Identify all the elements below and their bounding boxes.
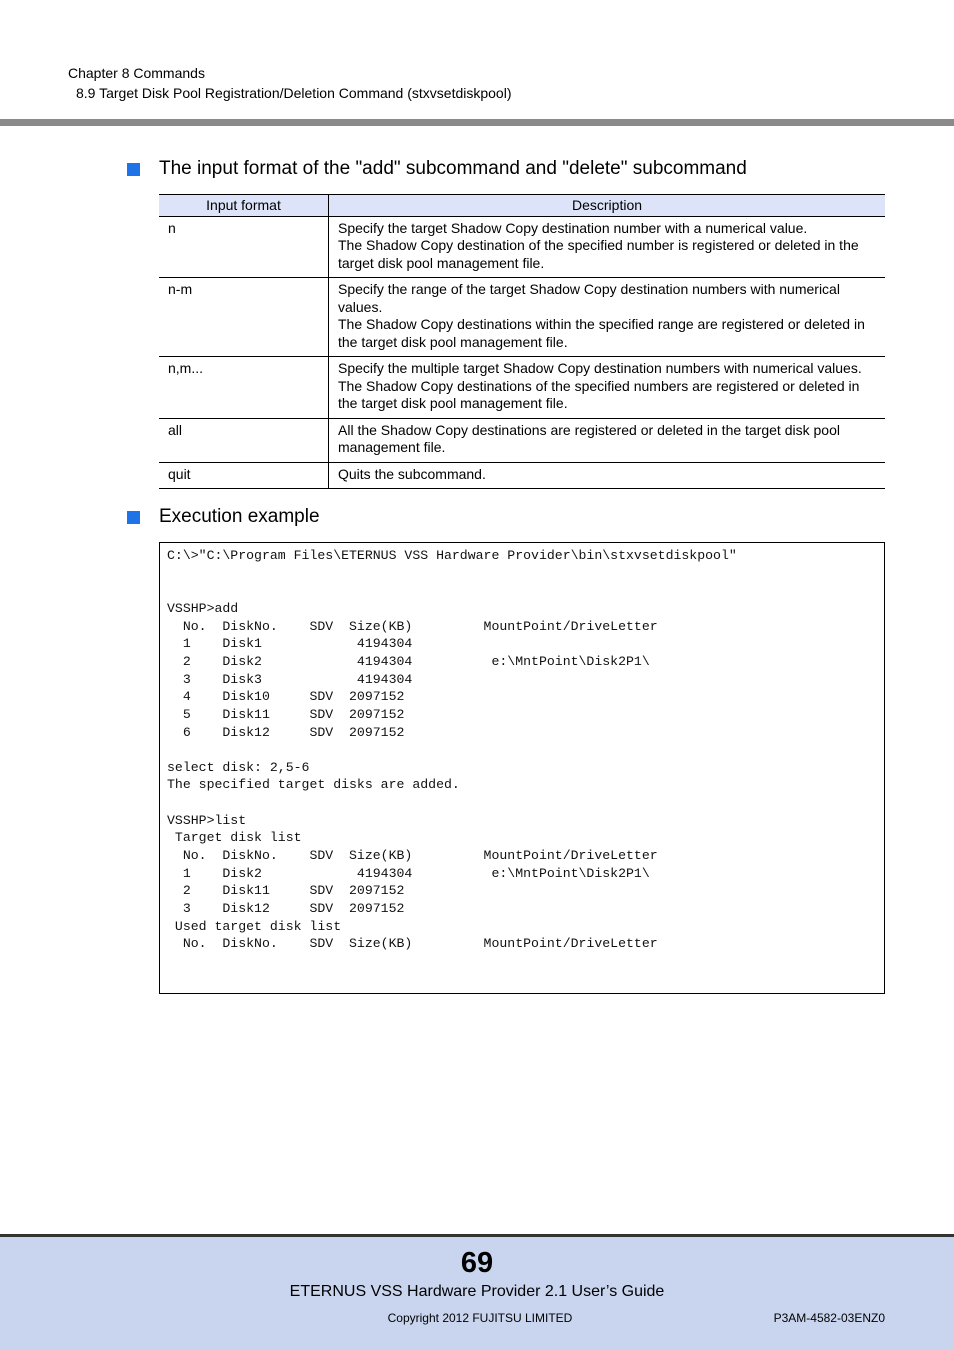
- column-header: Description: [329, 195, 886, 217]
- section-heading-execution-example: [127, 505, 320, 529]
- code-line: 3 Disk3 4194304: [167, 671, 413, 687]
- code-line: 5 Disk11 SDV 2097152: [167, 706, 405, 722]
- chapter-label: Chapter 8 Commands: [68, 65, 205, 81]
- input-format-cell: n,m...: [159, 357, 329, 419]
- code-line: 3 Disk12 SDV 2097152: [167, 901, 405, 917]
- column-header: Input format: [159, 195, 329, 217]
- description-line: Quits the subcommand.: [338, 465, 486, 482]
- description-line: Specify the range of the target Shadow Copy destination numbers with numerical: [338, 281, 840, 297]
- copyright: Copyright 2012 FUJITSU LIMITED: [387, 1311, 573, 1325]
- code-line: [167, 741, 884, 759]
- square-bullet-icon: [127, 163, 140, 176]
- input-format-cell: n: [159, 216, 329, 278]
- section-label: 8.9 Target Disk Pool Registration/Deletion Command (stxvsetdiskpool): [76, 85, 512, 101]
- execution-example-box: [159, 542, 885, 994]
- input-format-cell: all: [159, 418, 329, 462]
- table-row: [159, 462, 885, 489]
- code-line: The specified target disks are added.: [167, 777, 460, 793]
- code-line: 2 Disk11 SDV 2097152: [167, 883, 405, 899]
- code-line: select disk: 2,5-6: [167, 759, 310, 775]
- code-line: VSSHP>add: [167, 600, 239, 616]
- code-line: 1 Disk2 4194304 e:\MntPoint\Disk2P1\: [167, 865, 650, 881]
- input-format-cell: quit: [159, 462, 329, 489]
- description-line: Specify the multiple target Shadow Copy destination numbers with numerical values.: [338, 360, 862, 376]
- description-cell: [329, 462, 886, 489]
- description-line: the target disk pool management file.: [338, 333, 568, 350]
- description-line: All the Shadow Copy destinations are registered or deleted in the target disk pool: [338, 421, 840, 438]
- description-line: values.: [338, 298, 383, 315]
- section-heading-input-format: [127, 157, 747, 181]
- code-line: VSSHP>list: [167, 812, 247, 828]
- code-line: [167, 565, 884, 583]
- code-line: Used target disk list: [167, 918, 342, 934]
- square-bullet-icon: [127, 511, 140, 524]
- description-line: management file.: [338, 439, 446, 455]
- table-row: [159, 278, 885, 357]
- code-line: Target disk list: [167, 830, 302, 846]
- section-heading-text: Execution example: [159, 506, 320, 527]
- description-cell: [329, 357, 886, 419]
- description-line: The Shadow Copy destination of the specified number is registered or deleted in the: [338, 237, 859, 253]
- section-heading-text: The input format of the "add" subcommand and "delete" subcommand: [159, 158, 747, 179]
- page-number: 69: [460, 1247, 494, 1279]
- code-line: C:\>"C:\Program Files\ETERNUS VSS Hardware Provider\bin\stxvsetdiskpool": [167, 548, 737, 563]
- input-format-table: [159, 194, 885, 489]
- code-listing: [160, 543, 884, 953]
- description-line: Specify the target Shadow Copy destination number with a numerical value.: [338, 219, 808, 236]
- description-line: The Shadow Copy destinations of the specified numbers are registered or deleted in: [338, 377, 860, 394]
- page-footer: [0, 1234, 954, 1350]
- description-line: target disk pool management file.: [338, 254, 545, 271]
- description-cell: [329, 216, 886, 278]
- code-line: 2 Disk2 4194304 e:\MntPoint\Disk2P1\: [167, 653, 650, 669]
- running-header: [68, 63, 512, 103]
- table-header-row: [159, 195, 885, 217]
- input-format-cell: n-m: [159, 278, 329, 357]
- code-line: [167, 582, 884, 600]
- code-line: No. DiskNo. SDV Size(KB) MountPoint/DriveLetter: [167, 936, 658, 952]
- table-row: [159, 216, 885, 278]
- document-id: P3AM-4582-03ENZ0: [773, 1311, 885, 1325]
- code-line: 4 Disk10 SDV 2097152: [167, 689, 405, 705]
- code-line: [167, 794, 884, 812]
- description-line: The Shadow Copy destinations within the specified range are registered or deleted in: [338, 316, 865, 332]
- description-line: the target disk pool management file.: [338, 395, 568, 411]
- table-row: [159, 418, 885, 462]
- table-row: [159, 357, 885, 419]
- description-cell: [329, 418, 886, 462]
- header-rule: [0, 119, 954, 126]
- code-line: 1 Disk1 4194304: [167, 636, 413, 652]
- guide-title: ETERNUS VSS Hardware Provider 2.1 User’s Guide: [289, 1283, 665, 1300]
- description-cell: [329, 278, 886, 357]
- code-line: No. DiskNo. SDV Size(KB) MountPoint/DriveLetter: [167, 618, 658, 634]
- code-line: 6 Disk12 SDV 2097152: [167, 724, 405, 740]
- code-line: No. DiskNo. SDV Size(KB) MountPoint/DriveLetter: [167, 848, 658, 864]
